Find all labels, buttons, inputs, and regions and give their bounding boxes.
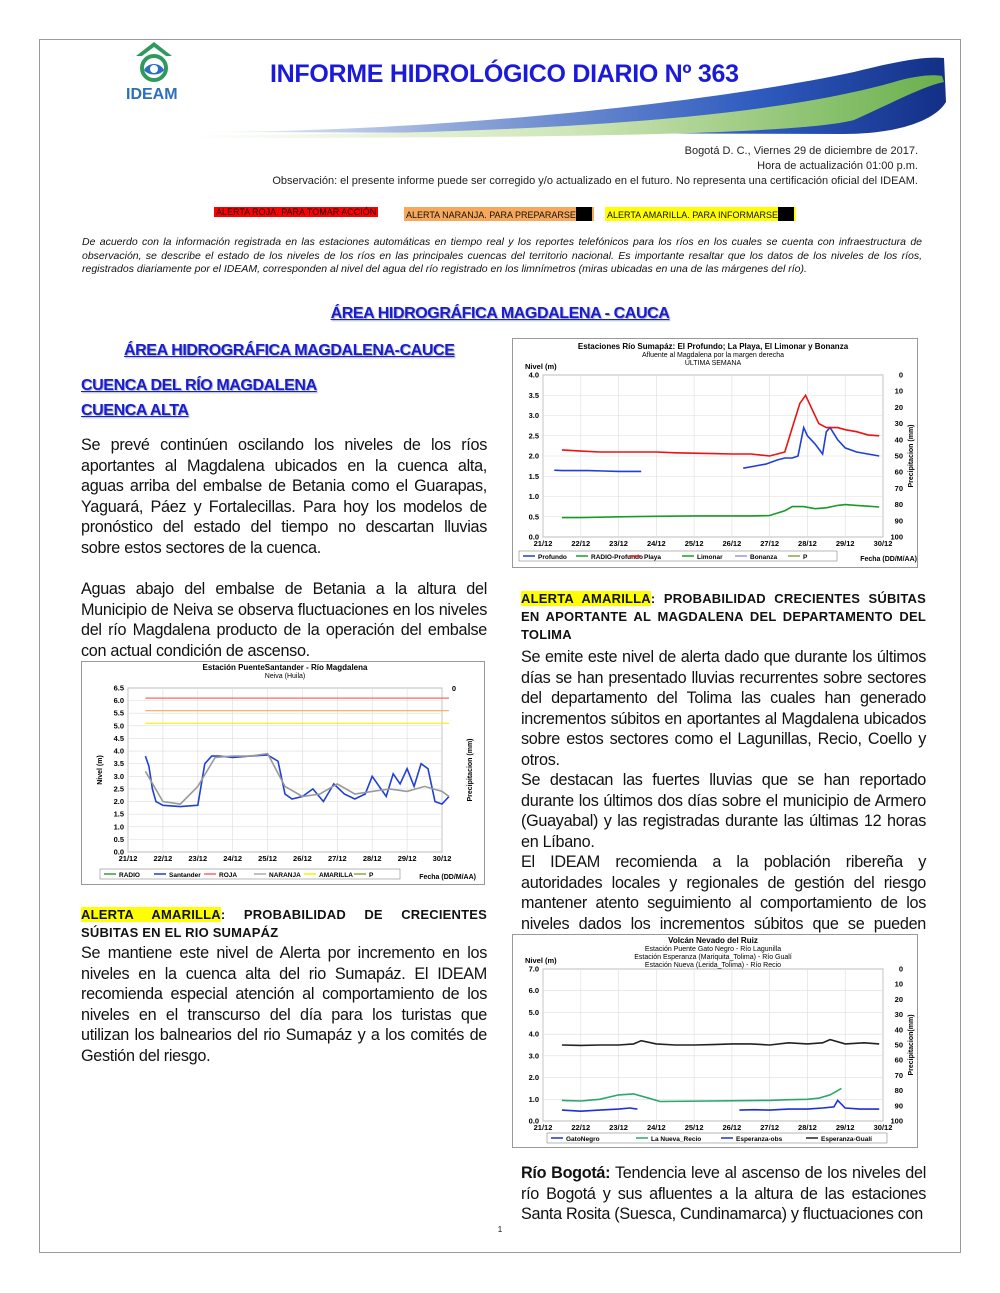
legend-label: Esperanza-Gualí: [821, 1136, 872, 1143]
y2-tick-label: 50: [894, 451, 903, 461]
plot-frame: [128, 688, 442, 852]
x-tick-label: 25/12: [258, 854, 277, 863]
y2-tick-label: 60: [894, 1055, 903, 1065]
x-axis-label: Fecha (DD/M/AA): [860, 556, 917, 563]
alert-tolima-text: : PROBABILIDAD CRECIENTES SÚBITAS EN APORTANTE AL MAGDALENA DEL DEPARTAMENTO DEL TOLIMA: [521, 591, 927, 642]
legend-label: Limonar: [697, 554, 723, 561]
header-swoosh: [194, 42, 948, 138]
x-tick-label: 26/12: [293, 854, 312, 863]
x-tick-label: 29/12: [397, 854, 417, 863]
y2-tick-label: 70: [894, 483, 903, 493]
y-tick-label: 2.0: [528, 1073, 539, 1083]
alert-legend-yellow: [605, 207, 796, 221]
y2-tick-label: 60: [894, 467, 903, 477]
y2-tick-label: 0: [451, 684, 456, 693]
legend-label: Profundo: [538, 554, 567, 561]
y-tick-label: 4.0: [113, 746, 124, 756]
chart-puente-santander: [81, 661, 485, 885]
y2-tick-label: 10: [894, 386, 903, 396]
y-tick-label: 2.0: [113, 797, 124, 807]
alert-sumapaz-heading: [81, 906, 487, 942]
page-number: 1: [497, 1225, 503, 1234]
y2-tick-label: 40: [894, 1025, 903, 1035]
series-line: [562, 1108, 638, 1111]
series-line: [739, 1100, 879, 1110]
report-title: INFORME HIDROLÓGICO DIARIO Nº 363: [270, 60, 739, 88]
x-tick-label: 24/12: [646, 539, 666, 548]
x-tick-label: 30/12: [873, 1123, 893, 1132]
x-tick-label: 28/12: [362, 854, 382, 863]
x-tick-label: 27/12: [760, 539, 780, 548]
alert-legend-red: ALERTA ROJA. PARA TOMAR ACCIÓN: [216, 207, 377, 217]
y2-tick-label: 100: [890, 1116, 903, 1126]
y2-tick-label: 100: [890, 532, 903, 542]
y-tick-label: 3.0: [528, 1051, 539, 1061]
alert-legend-yellow-label: ALERTA AMARILLA. PARA INFORMARSE: [607, 210, 779, 220]
legend-label: ROJA: [219, 872, 238, 879]
y2-axis-label: Precipitacion(mm): [908, 1014, 915, 1076]
y-tick-label: 4.5: [113, 733, 124, 743]
intro-paragraph: De acuerdo con la información registrada en las estaciones automáticas en tiempo real y los reportes telefónicos para los ríos en los cuales se cuenta con infraestructura de observación, se describe el estado de los niveles de los ríos en las principales cuencas del territorio nacional. Es importante resaltar que los datos de los niveles de los ríos, registrados diariamente por el IDEAM, corresponden al nivel del agua del río registrado en los limnímetros (miras ubicadas en una de las márgenes del río).: [82, 236, 922, 275]
y2-tick-label: 70: [894, 1070, 903, 1080]
y2-tick-label: 30: [894, 419, 903, 429]
area-title: [124, 342, 455, 360]
y-tick-label: 6.0: [528, 986, 539, 996]
x-tick-label: 28/12: [798, 1123, 817, 1132]
y-tick-label: 5.0: [113, 721, 124, 731]
chart-title-line: ÚLTIMA SEMANA: [684, 360, 742, 367]
y-tick-label: 1.5: [528, 471, 539, 481]
y-axis-label: Nivel (m): [97, 755, 104, 785]
y-tick-label: 2.0: [528, 451, 539, 461]
y-tick-label: 2.5: [528, 431, 539, 441]
alert-tolima-label: ALERTA AMARILLA: [521, 591, 651, 606]
series-line: [554, 470, 641, 471]
y-tick-label: 0.5: [113, 834, 124, 844]
area-title-text: ÁREA HIDROGRÁFICA MAGDALENA-CAUCE: [124, 342, 455, 359]
x-tick-label: 28/12: [798, 539, 817, 548]
y-tick-label: 6.0: [113, 696, 124, 706]
x-tick-label: 30/12: [873, 539, 893, 548]
chart-nevado-ruiz: [512, 934, 918, 1148]
series-line: [562, 1040, 879, 1046]
y2-tick-label: 0: [898, 964, 903, 974]
x-tick-label: 21/12: [533, 1123, 553, 1132]
ideam-logo: [110, 40, 198, 106]
paragraph-cuenca-alta: Se prevé continúen oscilando los niveles de los ríos aportantes al Magdalena ubicados en la cuenca alta, aguas arriba del embalse de Betania como el Guarapas, Yaguará, Páez y Fortalecillas. Para hoy los modelos de pronóstico del estado del tiempo no descartan lluvias sobre estos sectores de la cuenca.: [81, 436, 487, 557]
y-tick-label: 4.0: [528, 1029, 539, 1039]
x-tick-label: 26/12: [722, 1123, 742, 1132]
y-tick-label: 1.0: [528, 1094, 539, 1104]
legend-label: Bonanza: [750, 554, 778, 561]
x-tick-label: 22/12: [571, 1123, 591, 1132]
chart-title-line: Estaciones Río Sumapáz: El Profundo; La Playa, El Limonar y Bonanza: [577, 342, 849, 351]
y-tick-label: 3.5: [113, 759, 124, 769]
x-tick-label: 24/12: [223, 854, 243, 863]
y-tick-label: 3.0: [528, 411, 539, 420]
y-tick-label: 6.5: [113, 683, 124, 693]
y2-tick-label: 20: [894, 402, 903, 412]
cuenca-title: CUENCA DEL RÍO MAGDALENA: [81, 377, 317, 394]
y2-axis-label: Precipitacion (mm): [467, 738, 474, 802]
y-tick-label: 0.5: [528, 512, 539, 522]
legend-label: RADIO: [119, 872, 140, 879]
paragraph-rio-bogota: [521, 1163, 926, 1225]
x-tick-label: 26/12: [722, 539, 742, 548]
alert-legend-orange: [404, 207, 594, 221]
y-tick-label: 5.0: [528, 1007, 539, 1017]
y2-tick-label: 0: [898, 370, 903, 380]
y-tick-label: 7.0: [528, 964, 539, 974]
y-tick-label: 3.0: [113, 771, 124, 781]
x-tick-label: 23/12: [609, 1123, 628, 1132]
legend-label: GatoNegro: [566, 1136, 600, 1143]
x-tick-label: 29/12: [835, 539, 855, 548]
x-tick-label: 21/12: [533, 539, 553, 548]
x-tick-label: 24/12: [646, 1123, 666, 1132]
y2-tick-label: 50: [894, 1040, 903, 1050]
update-time: Hora de actualización 01:00 p.m.: [757, 160, 918, 172]
legend-label: P: [369, 872, 374, 879]
cuenca-subtitle: CUENCA ALTA: [81, 402, 189, 419]
chart-title-line: Estación Puente Gato Negro - Río Lagunilla: [644, 946, 782, 953]
y-axis-label: Nivel (m): [525, 956, 557, 965]
chart-title-line: Estación Esperanza (Mariquita_Tolima) - Río Gualí: [634, 954, 792, 961]
x-tick-label: 27/12: [760, 1123, 780, 1132]
y-tick-label: 0.0: [528, 532, 539, 542]
y-tick-label: 5.5: [113, 708, 124, 718]
y2-tick-label: 30: [894, 1010, 903, 1020]
series-line: [562, 395, 879, 456]
legend-label: La Nueva_Recio: [651, 1136, 702, 1143]
section-title: [0, 305, 1000, 323]
paragraph-recomendacion: El IDEAM recomienda a la población ribereña y autoridades locales y regionales de gestión del riesgo mantener atento seguimiento al comportamiento de los niveles dados los incrementos súbitos que se pueden: [521, 853, 926, 933]
x-tick-label: 30/12: [432, 854, 452, 863]
paragraph-tolima: Se emite este nivel de alerta dado que durante los últimos días se han presentado lluvias recurrentes sobre sectores del departamento del Tolima las cuales han generado incrementos súbitos en aportantes al Magdalena ubicados sobre estos sectores como el Lagunillas, Recio, Coello y otros.: [521, 648, 926, 769]
chart-title-line: Neiva (Huila): [264, 673, 306, 680]
legend-label: Esperanza-obs: [736, 1136, 783, 1143]
y2-axis-label: Precipitacion (mm): [908, 424, 915, 488]
x-tick-label: 25/12: [684, 1123, 704, 1132]
disclaimer-note: Observación: el presente informe puede ser corregido y/o actualizado en el futuro. No representa una certificación oficial del IDEAM.: [272, 175, 918, 187]
chart-title-line: Afluente al Magdalena por la margen derecha: [641, 352, 785, 359]
x-tick-label: 22/12: [571, 539, 591, 548]
x-tick-label: 25/12: [684, 539, 704, 548]
alert-sumapaz-label: ALERTA AMARILLA: [81, 907, 221, 922]
rio-bogota-label: Río Bogotá:: [521, 1164, 611, 1182]
legend-label: Santander: [169, 872, 201, 879]
x-axis-label: Fecha (DD/M/AA): [419, 874, 476, 881]
x-tick-label: 29/12: [835, 1123, 855, 1132]
chart-title-line: Volcán Nevado del Ruiz: [668, 936, 758, 945]
chart-title-line: Estación Nueva (Lerida_Tolima) - Río Recio: [644, 962, 782, 969]
y2-tick-label: 90: [894, 1101, 903, 1111]
y-tick-label: 0.0: [528, 1116, 539, 1126]
y2-tick-label: 10: [894, 979, 903, 989]
paragraph-neiva: Aguas abajo del embalse de Betania a la altura del Municipio de Neiva se observa fluctuaciones en los niveles del río Magdalena producto de la operación del embalse con actual condición de ascenso.: [81, 580, 487, 660]
series-line: [145, 754, 449, 805]
y-tick-label: 1.0: [113, 822, 124, 832]
chart-title-line: Estación PuenteSantander - Río Magdalena: [202, 663, 368, 672]
y-tick-label: 1.0: [528, 492, 539, 501]
y-tick-label: 1.5: [113, 809, 124, 819]
y-tick-label: 0.0: [113, 847, 124, 857]
alert-tolima-heading: [521, 590, 926, 644]
y2-tick-label: 90: [894, 516, 903, 526]
y-tick-label: 2.5: [113, 784, 124, 794]
x-tick-label: 23/12: [609, 539, 628, 548]
paragraph-sumapaz: Se mantiene este nivel de Alerta por incremento en los niveles en la cuenca alta del rio Sumapáz. El IDEAM recomienda especial atención al comportamiento de los niveles en el transcurso del día para los turistas que utilizan los balnearios del rio Sumapáz y a los comités de Gestión del riesgo.: [81, 944, 487, 1065]
report-date: Bogotá D. C., Viernes 29 de diciembre de 2017.: [684, 145, 918, 157]
y2-tick-label: 80: [894, 500, 903, 510]
ideam-logo-text: IDEAM: [126, 86, 178, 103]
series-line: [562, 505, 879, 518]
paragraph-armero: Se destacan las fuertes lluvias que se han reportado durante los últimos dos días sobre el municipio de Armero (Guayabal) y las registradas durante las últimas 12 horas en Líbano.: [521, 771, 926, 851]
y2-tick-label: 80: [894, 1086, 903, 1096]
section-title-text: ÁREA HIDROGRÁFICA MAGDALENA - CAUCA: [330, 305, 670, 322]
x-tick-label: 27/12: [327, 854, 347, 863]
y-axis-label: Nivel (m): [525, 362, 557, 371]
y2-tick-label: 20: [894, 994, 903, 1004]
rio-bogota-text: Tendencia leve al ascenso de los niveles del río Bogotá y sus afluentes a la altura de las estaciones Santa Rosita (Suesca, Cundinamarca) y fluctuaciones con: [521, 1164, 926, 1224]
legend-label: P: [803, 554, 808, 561]
y-tick-label: 4.0: [528, 370, 539, 380]
legend-label: Playa: [644, 554, 661, 561]
legend-label: NARANJA: [269, 872, 301, 879]
y2-tick-label: 40: [894, 435, 903, 445]
legend-label: RADIO-Profundo: [591, 554, 643, 561]
x-tick-label: 23/12: [188, 854, 208, 863]
y-tick-label: 3.5: [528, 390, 539, 400]
series-line: [145, 755, 449, 807]
alert-sumapaz-text: : PROBABILIDAD DE CRECIENTES SÚBITAS EN EL RIO SUMAPÁZ: [81, 907, 487, 940]
legend-label: AMARILLA: [319, 872, 353, 879]
series-line: [743, 428, 879, 469]
chart-sumapaz: [512, 338, 918, 568]
x-tick-label: 22/12: [153, 854, 173, 863]
alert-legend-orange-label: ALERTA NARANJA. PARA PREPARARSE: [406, 210, 576, 220]
x-tick-label: 21/12: [118, 854, 138, 863]
